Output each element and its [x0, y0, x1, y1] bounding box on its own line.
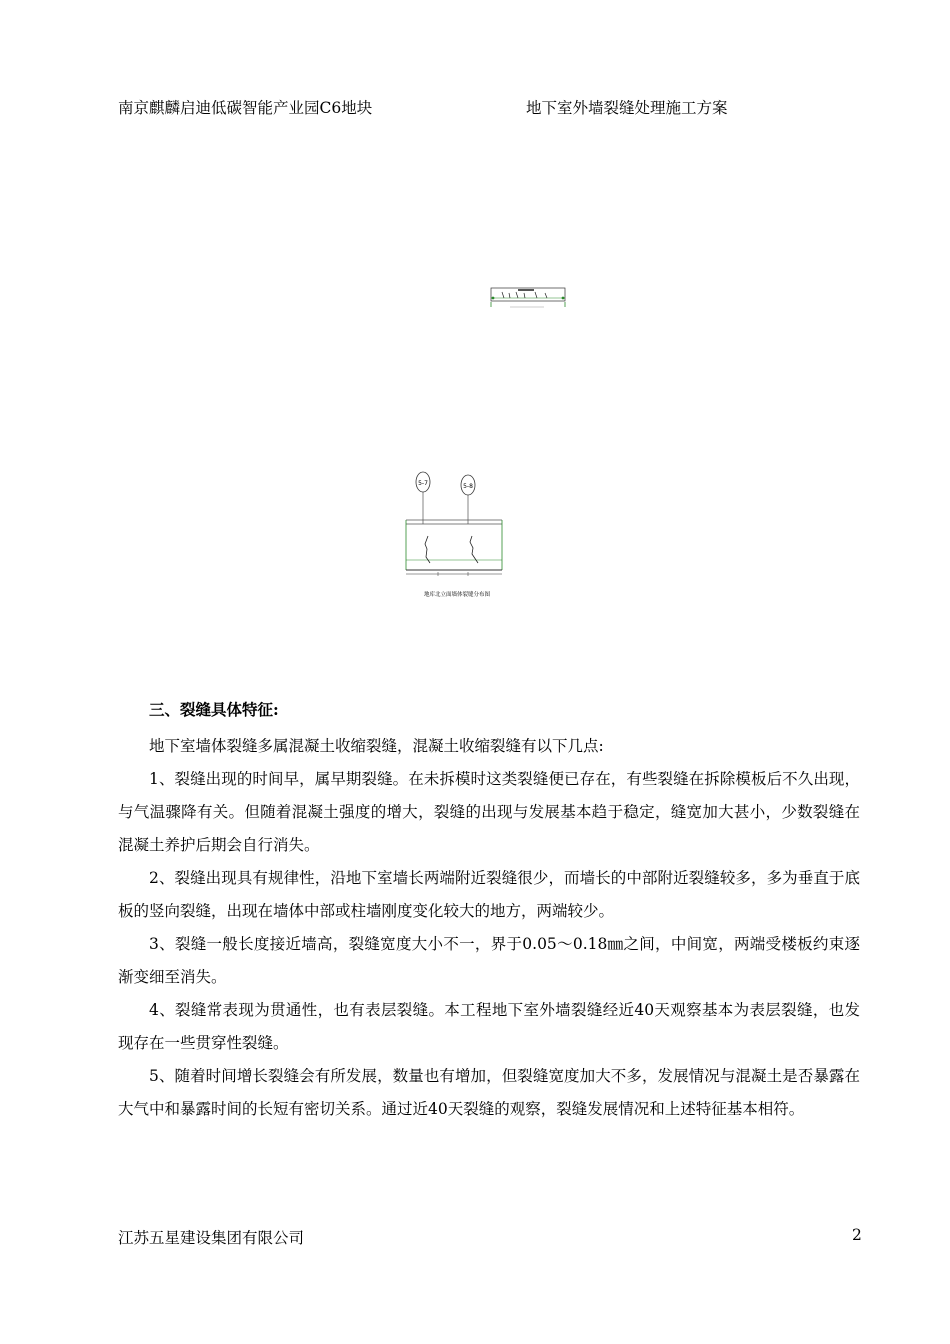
paragraph-intro: 地下室墙体裂缝多属混凝土收缩裂缝，混凝土收缩裂缝有以下几点:	[149, 737, 604, 755]
footer-company: 江苏五星建设集团有限公司	[118, 1229, 305, 1247]
section-title: 三、裂缝具体特征:	[149, 700, 279, 719]
paragraph-point-4: 4、裂缝常表现为贯通性，也有表层裂缝。本工程地下室外墙裂缝经近40天观察基本为表层裂缝，也发现存在一些贯穿性裂缝。	[118, 1001, 860, 1052]
paragraph-point-5: 5、随着时间增长裂缝会有所发展，数量也有增加，但裂缝宽度加大不多，发展情况与混凝土是否暴露在大气中和暴露时间的长短有密切关系。通过近40天裂缝的观察，裂缝发展情况和上述特征基本相符。	[118, 1067, 860, 1118]
section-body	[118, 730, 860, 1126]
header-document-title: 地下室外墙裂缝处理施工方案	[526, 99, 728, 117]
elevation-crack-drawing	[398, 466, 516, 608]
figure-caption: 地库北立面墙体裂缝分布图	[423, 592, 491, 598]
paragraph-point-1: 1、裂缝出现的时间早，属早期裂缝。在未拆模时这类裂缝便已存在，有些裂缝在拆除模板后不久出现，与气温骤降有关。但随着混凝土强度的增大，裂缝的出现与发展基本趋于稳定，缝宽加大甚小，少数裂缝在混凝土养护后期会自行消失。	[118, 770, 860, 854]
crack-marker-label: 5-8	[463, 483, 473, 490]
paragraph-point-3: 3、裂缝一般长度接近墙高，裂缝宽度大小不一，界于0.05～0.18㎜之间，中间宽，两端受楼板约束逐渐变细至消失。	[118, 935, 860, 986]
paragraph-point-2: 2、裂缝出现具有规律性，沿地下室墙长两端附近裂缝很少，而墙长的中部附近裂缝较多，多为垂直于底板的竖向裂缝，出现在墙体中部或柱墙刚度变化较大的地方，两端较少。	[118, 869, 860, 920]
crack-marker-label: 5-7	[418, 480, 428, 487]
crack-plan-drawing	[488, 283, 570, 311]
page-number: 2	[852, 1226, 862, 1244]
header-project-name: 南京麒麟启迪低碳智能产业园C6地块	[118, 99, 373, 117]
